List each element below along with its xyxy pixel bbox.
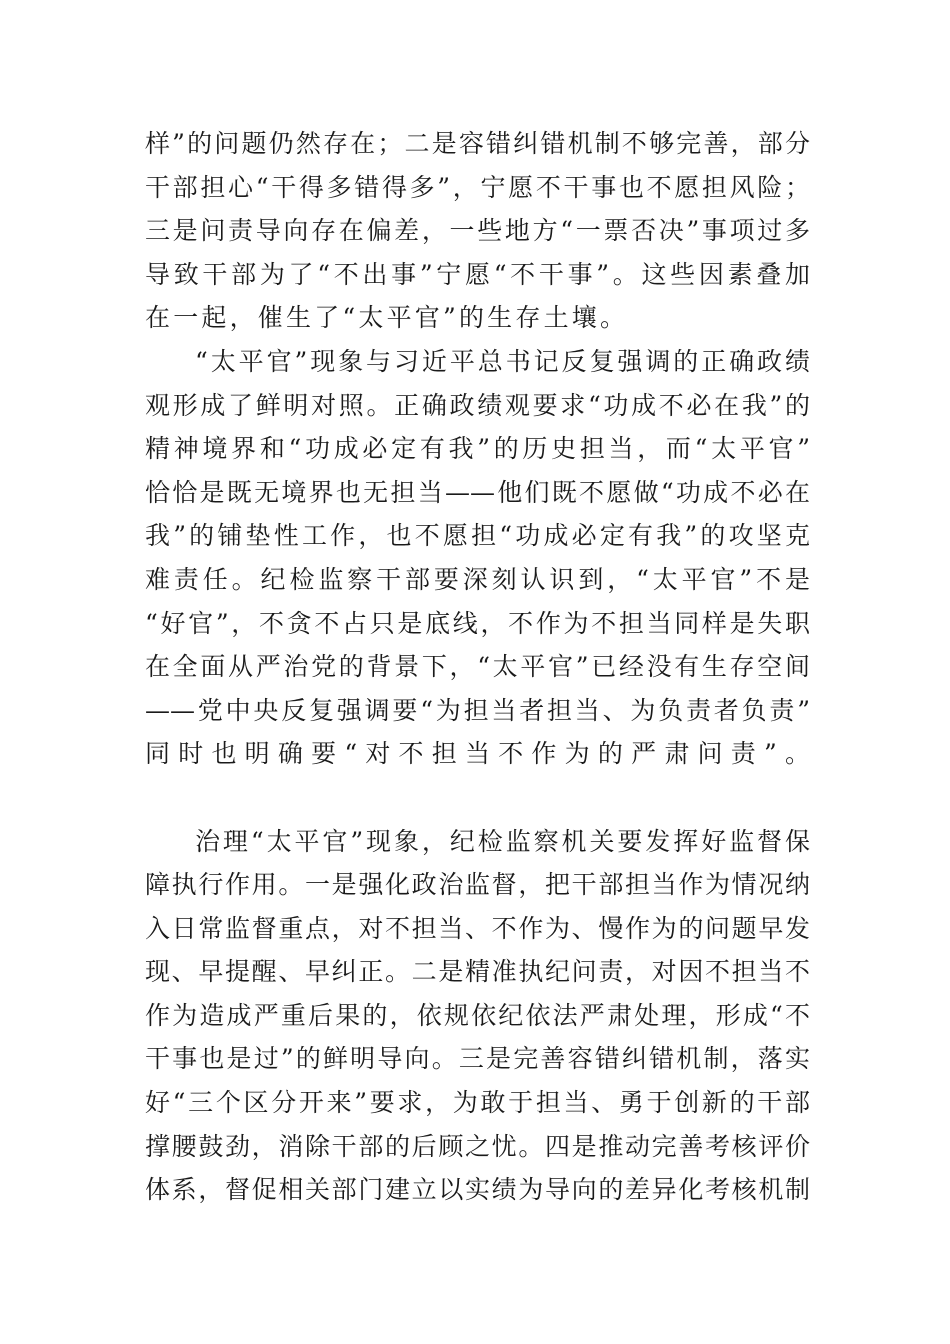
text-line: “好官”，不贪不占只是底线，不作为不担当同样是失职 [145, 608, 810, 638]
text-line: 在全面从严治党的背景下，“太平官”已经没有生存空间 [145, 652, 810, 682]
text-line: 在一起，催生了“太平官”的生存土壤。 [145, 303, 629, 333]
text-line: 观形成了鲜明对照。正确政绩观要求“功成不必在我”的 [145, 390, 810, 420]
text-line: ——党中央反复强调要“为担当者担当、为负责者负责” [145, 695, 810, 725]
text-line: 同时也明确要“对不担当不作为的严肃问责”。 [145, 739, 810, 769]
text-line: 好“三个区分开来”要求，为敢于担当、勇于创新的干部 [145, 1088, 810, 1118]
text-line: 三是问责导向存在偏差，一些地方“一票否决”事项过多 [145, 216, 810, 246]
text-line: 难责任。纪检监察干部要深刻认识到，“太平官”不是 [145, 564, 810, 594]
text-line: 导致干部为了“不出事”宁愿“不干事”。这些因素叠加 [145, 259, 810, 289]
text-line: 恰恰是既无境界也无担当——他们既不愿做“功成不必在 [145, 477, 810, 507]
paragraph-first-line: “太平官”现象与习近平总书记反复强调的正确政绩 [195, 346, 810, 376]
text-line [145, 776, 810, 820]
text-line: 干事也是过”的鲜明导向。三是完善容错纠错机制，落实 [145, 1044, 810, 1074]
text-line: 障执行作用。一是强化政治监督，把干部担当作为情况纳 [145, 870, 810, 900]
text-line: 体系，督促相关部门建立以实绩为导向的差异化考核机制 [145, 1175, 810, 1205]
text-line: 入日常监督重点，对不担当、不作为、慢作为的问题早发 [145, 913, 810, 943]
text-line: 样”的问题仍然存在；二是容错纠错机制不够完善，部分 [145, 129, 810, 158]
text-line: 撑腰鼓劲，消除干部的后顾之忧。四是推动完善考核评价 [145, 1131, 810, 1161]
text-line: 精神境界和“功成必定有我”的历史担当，而“太平官” [145, 434, 810, 464]
text-line: 作为造成严重后果的，依规依纪依法严肃处理，形成“不 [145, 1000, 810, 1030]
text-line: 我”的铺垫性工作，也不愿担“功成必定有我”的攻坚克 [145, 521, 810, 551]
paragraph-first-line: 治理“太平官”现象，纪检监察机关要发挥好监督保 [195, 826, 810, 856]
text-line: 现、早提醒、早纠正。二是精准执纪问责，对因不担当不 [145, 957, 810, 987]
text-line: 干部担心“干得多错得多”，宁愿不干事也不愿担风险； [145, 172, 810, 202]
body-text [145, 122, 810, 1212]
